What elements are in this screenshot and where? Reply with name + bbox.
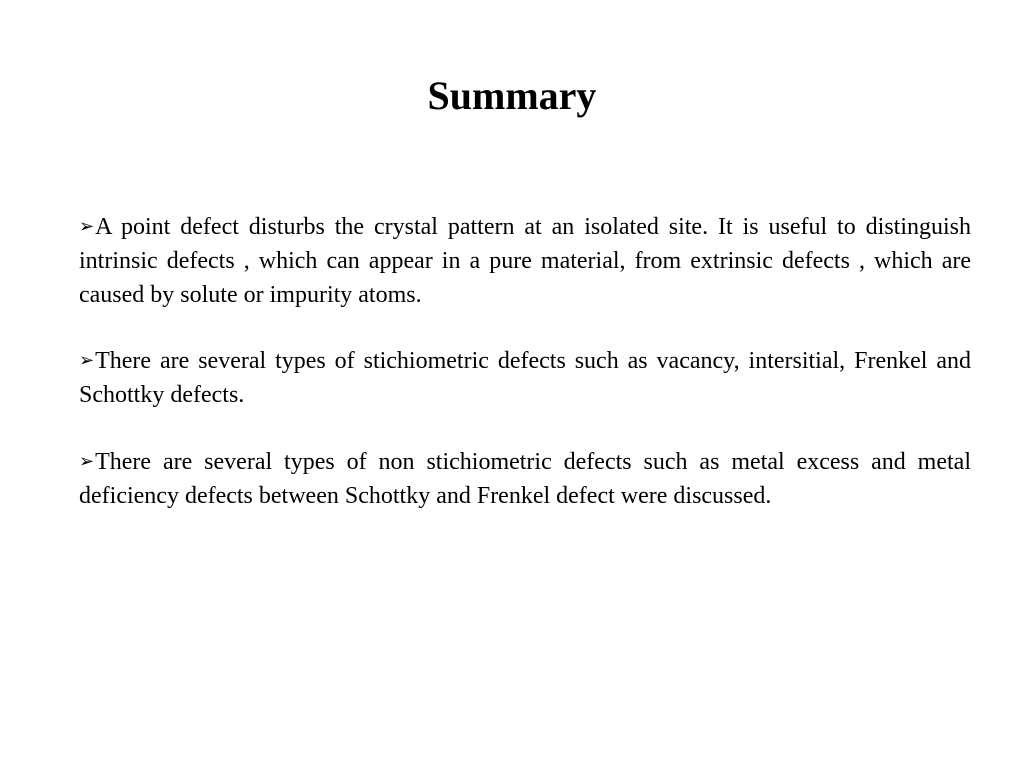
bullet-item [79, 210, 971, 312]
arrow-bullet-icon: ➢ [79, 451, 95, 472]
arrow-bullet-icon: ➢ [79, 350, 95, 371]
bullet-item [79, 445, 971, 513]
bullet-item [79, 344, 971, 412]
bullet-text: There are several types of stichiometric defects such as vacancy, intersitial, Frenkel and Schottky defects. [79, 348, 971, 408]
slide-title: Summary [427, 73, 597, 118]
bullet-text: A point defect disturbs the crystal pattern at an isolated site. It is useful to distinguish intrinsic defects , which can appear in a pure material, from extrinsic defects , which are caused by solute or impurity atoms. [79, 214, 971, 308]
arrow-bullet-icon: ➢ [79, 216, 95, 237]
bullet-list [79, 210, 971, 545]
bullet-text: There are several types of non stichiometric defects such as metal excess and metal deficiency defects between Schottky and Frenkel defect were discussed. [79, 449, 971, 509]
